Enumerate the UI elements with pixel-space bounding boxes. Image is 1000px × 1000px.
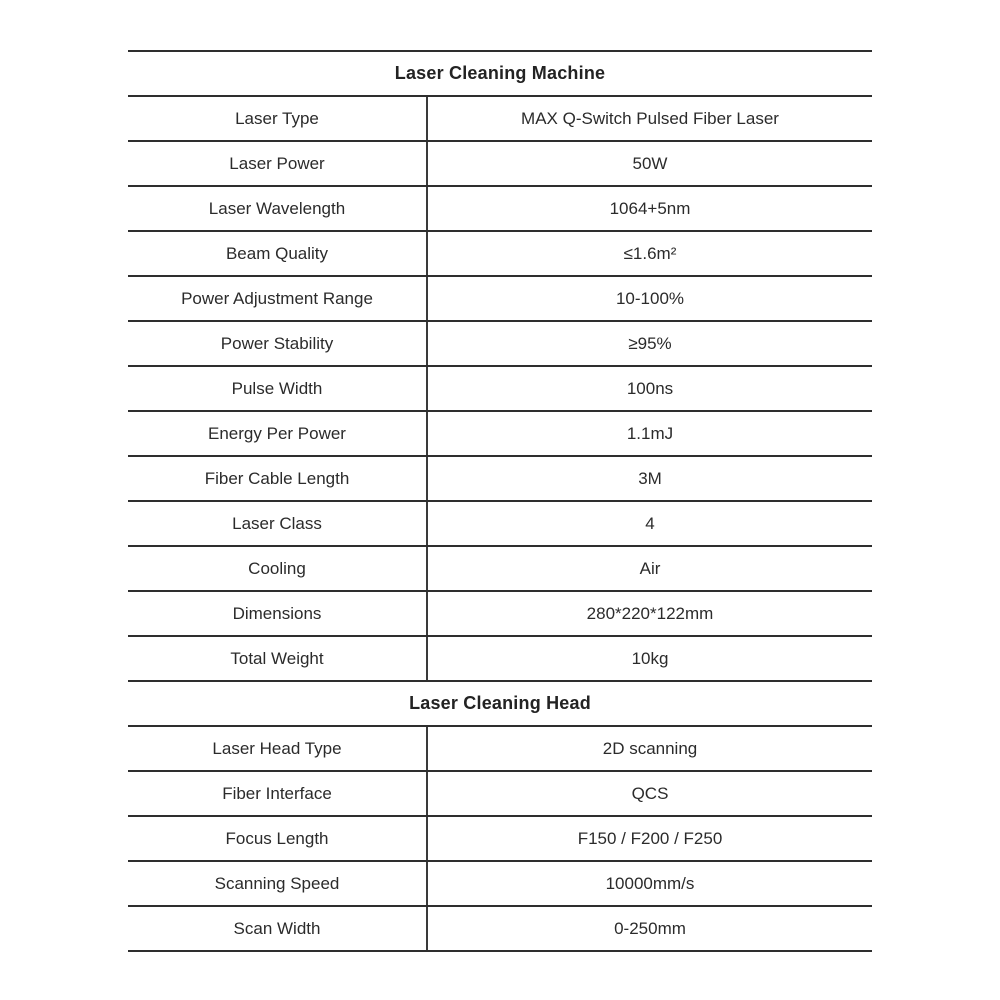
spec-label: Laser Head Type (128, 727, 428, 770)
section-header-machine: Laser Cleaning Machine (128, 52, 872, 97)
spec-value: 2D scanning (602, 738, 698, 758)
spec-label: Cooling (128, 547, 428, 590)
spec-value: 4 (645, 513, 655, 533)
spec-row-dimensions (128, 592, 872, 637)
spec-value: ≥95% (628, 333, 672, 353)
section-header-head: Laser Cleaning Head (128, 682, 872, 727)
spec-label: Power Adjustment Range (128, 277, 428, 320)
spec-row-laser-head-type (128, 727, 872, 772)
spec-value: 50W (632, 153, 668, 173)
spec-value: 10000mm/s (605, 873, 695, 893)
spec-label: Fiber Cable Length (128, 457, 428, 500)
spec-label: Laser Power (128, 142, 428, 185)
spec-row-laser-class (128, 502, 872, 547)
spec-value: MAX Q-Switch Pulsed Fiber Laser (521, 108, 779, 128)
spec-row-pulse-width (128, 367, 872, 412)
spec-label: Pulse Width (128, 367, 428, 410)
spec-row-laser-power (128, 142, 872, 187)
spec-value: 1.1mJ (626, 423, 674, 443)
spec-row-cooling (128, 547, 872, 592)
spec-row-energy-per-power (128, 412, 872, 457)
spec-row-power-stability (128, 322, 872, 367)
spec-label: Scan Width (128, 907, 428, 950)
spec-value: 0-250mm (614, 918, 686, 938)
spec-label: Laser Type (128, 97, 428, 140)
spec-value: 1064+5nm (609, 198, 691, 218)
spec-value: ≤1.6m² (623, 243, 677, 263)
spec-row-power-adjustment-range (128, 277, 872, 322)
spec-value: Air (639, 558, 661, 578)
spec-label: Energy Per Power (128, 412, 428, 455)
spec-value: 10kg (631, 648, 669, 668)
spec-value: 100ns (626, 378, 674, 398)
spec-table (128, 50, 872, 952)
spec-row-laser-type (128, 97, 872, 142)
spec-label: Laser Wavelength (128, 187, 428, 230)
spec-value: QCS (631, 783, 669, 803)
spec-row-scanning-speed (128, 862, 872, 907)
spec-label: Scanning Speed (128, 862, 428, 905)
spec-row-fiber-interface (128, 772, 872, 817)
spec-label: Total Weight (128, 637, 428, 680)
spec-row-laser-wavelength (128, 187, 872, 232)
spec-row-beam-quality (128, 232, 872, 277)
spec-row-fiber-cable-length (128, 457, 872, 502)
spec-value: F150 / F200 / F250 (577, 828, 723, 848)
spec-label: Laser Class (128, 502, 428, 545)
spec-value: 10-100% (615, 288, 685, 308)
spec-value: 3M (638, 468, 662, 488)
spec-label: Fiber Interface (128, 772, 428, 815)
spec-label: Beam Quality (128, 232, 428, 275)
spec-row-total-weight (128, 637, 872, 682)
spec-label: Focus Length (128, 817, 428, 860)
spec-label: Power Stability (128, 322, 428, 365)
spec-row-scan-width (128, 907, 872, 952)
spec-row-focus-length (128, 817, 872, 862)
spec-value: 280*220*122mm (586, 603, 714, 623)
spec-label: Dimensions (128, 592, 428, 635)
